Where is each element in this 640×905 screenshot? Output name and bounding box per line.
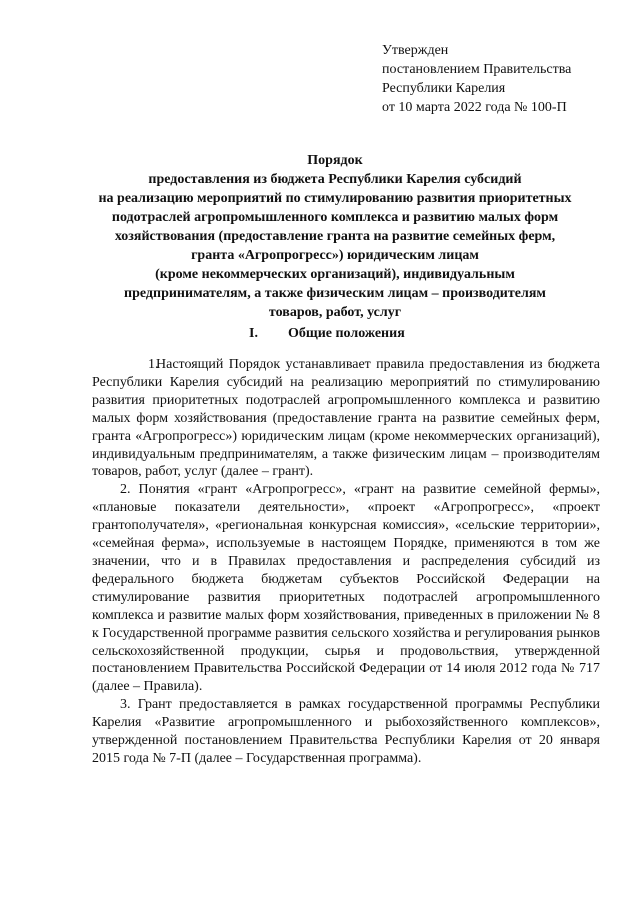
- document-title: [66, 151, 604, 322]
- title-line: товаров, работ, услуг: [268, 305, 402, 320]
- title-line: хозяйствования (предоставление гранта на развитие семейных ферм,: [114, 229, 556, 244]
- section-number: I.: [249, 326, 258, 341]
- title-line: подотраслей агропромышленного комплекса и развитию малых форм: [111, 210, 559, 225]
- section-title: Общие положения: [288, 326, 405, 341]
- document-body: [92, 356, 600, 768]
- paragraph-1: [92, 356, 600, 481]
- title-line: предоставления из бюджета Республики Карелия субсидий: [148, 172, 522, 187]
- approval-line-date: от 10 марта 2022 года № 100-П: [382, 100, 567, 115]
- approval-line-republic: Республики Карелия: [382, 81, 506, 96]
- approval-line-approved: Утвержден: [382, 43, 449, 58]
- title-line: на реализацию мероприятий по стимулированию развития приоритетных: [98, 191, 572, 206]
- paragraph-1-text: Настоящий Порядок устанавливает правила предоставления из бюджета Республики Карелия субсидий на реализацию мероприятий по стимулированию развития приоритетных подотраслей агропромышленного комплекса и развитию малых форм хозяйствования (предоставление гранта на развитие семейных ферм, гранта «Агропрогресс») юридическим лицам (кроме некоммерческих организаций), индивидуальным предпринимателям, а также физическим лицам – производителям товаров, работ, услуг (далее – грант).: [92, 357, 600, 480]
- title-line: гранта «Агропрогресс») юридическим лицам: [191, 248, 479, 263]
- paragraph-1-number: 1.: [148, 357, 159, 372]
- title-line: Порядок: [307, 153, 363, 168]
- title-line: предпринимателям, а также физическим лицам – производителям: [124, 286, 546, 301]
- paragraph-2: 2. Понятия «грант «Агропрогресс», «грант на развитие семейной фермы», «плановые показатели деятельности», «проект «Агропрогресс», «проект грантополучателя», «региональная конкурсная комиссия», «сельские территории», «семейная ферма», используемые в настоящем Порядке, применяются в том же значении, что и в Правилах предоставления и распределения субсидий из федерального бюджета бюджетам субъектов Российской Федерации на стимулирование развития приоритетных подотраслей агропромышленного комплекса и развитие малых форм хозяйствования, приведенных в приложении № 8 к Государственной программе развития сельского хозяйства и регулирования рынков сельскохозяйственной продукции, сырья и продовольствия, утвержденной постановлением Правительства Российской Федерации от 14 июля 2012 года № 717 (далее – Правила).: [92, 482, 600, 695]
- paragraph-3: 3. Грант предоставляется в рамках государственной программы Республики Карелия «Развитие агропромышленного и рыбохозяйственного комплексов», утвержденной постановлением Правительства Республики Карелия от 20 января 2015 года № 7-П (далее – Государственная программа).: [92, 697, 600, 766]
- approval-line-resolution: постановлением Правительства: [382, 62, 572, 77]
- approval-stamp: [382, 41, 622, 117]
- title-line: (кроме некоммерческих организаций), индивидуальным: [155, 267, 515, 282]
